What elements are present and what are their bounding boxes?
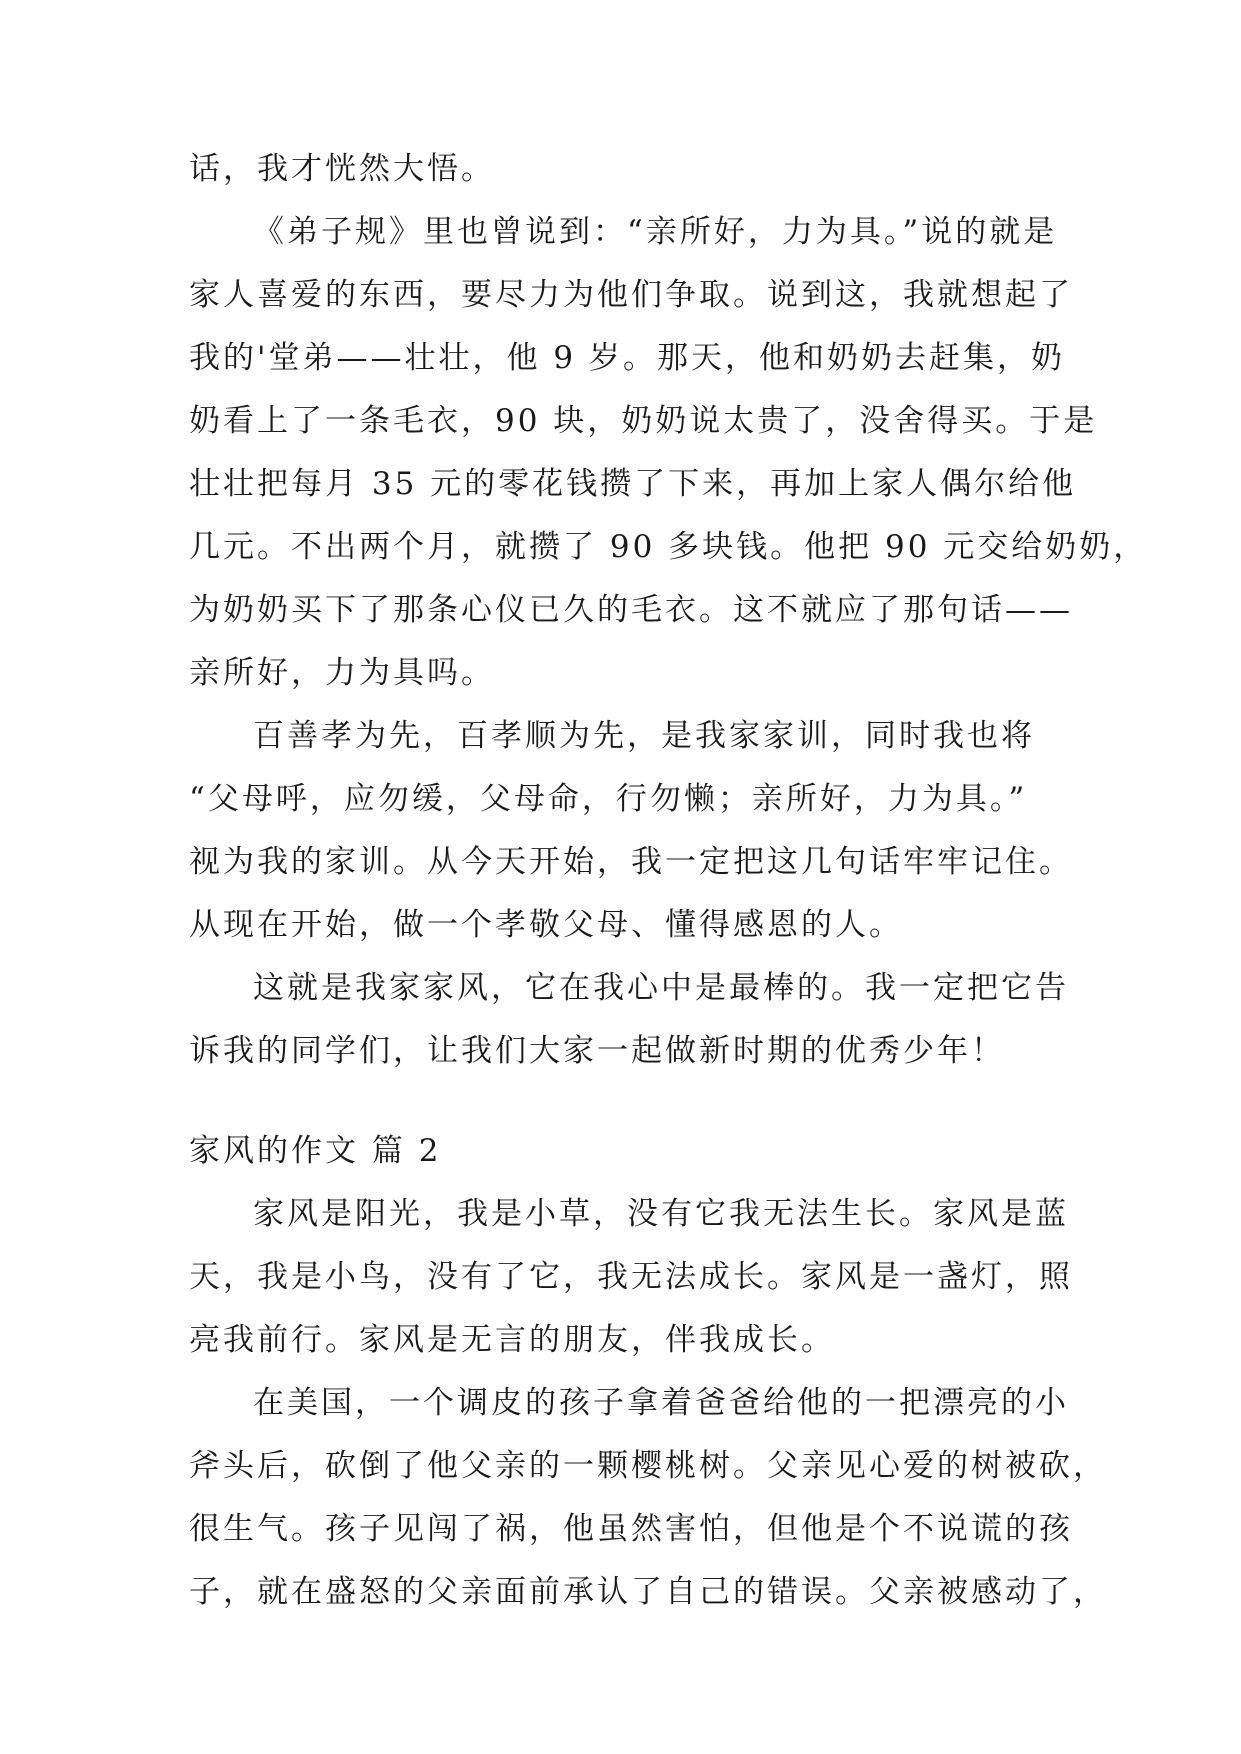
section-heading: 家风的作文 篇 2 <box>189 1133 442 1169</box>
paragraph-line: 亲所好，力为具吗。 <box>189 655 495 691</box>
paragraph-line: 家风是阳光，我是小草，没有它我无法生长。家风是蓝 <box>253 1196 1069 1232</box>
paragraph-line: 诉我的同学们，让我们大家一起做新时期的优秀少年！ <box>189 1033 1005 1069</box>
paragraph-line: 《弟子规》里也曾说到：“亲所好，力为具。”说的就是 <box>253 214 1058 250</box>
paragraph-line: 从现在开始，做一个孝敬父母、懂得感恩的人。 <box>189 907 903 943</box>
paragraph-line: 斧头后，砍倒了他父亲的一颗樱桃树。父亲见心爱的树被砍， <box>189 1448 1107 1484</box>
paragraph-line: 家人喜爱的东西，要尽力为他们争取。说到这，我就想起了 <box>189 277 1073 313</box>
paragraph-line: 在美国，一个调皮的孩子拿着爸爸给他的一把漂亮的小 <box>253 1385 1069 1421</box>
paragraph-line: 天，我是小鸟，没有了它，我无法成长。家风是一盏灯，照 <box>189 1259 1073 1295</box>
paragraph-line: 很生气。孩子见闯了祸，他虽然害怕，但他是个不说谎的孩 <box>189 1511 1073 1547</box>
paragraph-line: 亮我前行。家风是无言的朋友，伴我成长。 <box>189 1322 835 1358</box>
paragraph-line: 百善孝为先，百孝顺为先，是我家家训，同时我也将 <box>253 718 1035 754</box>
paragraph-line: 几元。不出两个月，就攒了 90 多块钱。他把 90 元交给奶奶， <box>189 529 1148 565</box>
paragraph-line: 视为我的家训。从今天开始，我一定把这几句话牢牢记住。 <box>189 844 1073 880</box>
paragraph-line: 这就是我家家风，它在我心中是最棒的。我一定把它告 <box>253 970 1069 1006</box>
paragraph-line: 我的'堂弟——壮壮，他 9 岁。那天，他和奶奶去赶集，奶 <box>189 340 1065 376</box>
paragraph-line: 为奶奶买下了那条心仪已久的毛衣。这不就应了那句话—— <box>189 592 1073 628</box>
paragraph-line: 奶看上了一条毛衣，90 块，奶奶说太贵了，没舍得买。于是 <box>189 403 1098 439</box>
paragraph-line: 子，就在盛怒的父亲面前承认了自己的错误。父亲被感动了， <box>189 1574 1107 1610</box>
paragraph-line: “父母呼，应勿缓，父母命，行勿懒；亲所好，力为具。” <box>189 781 1028 817</box>
paragraph-line: 壮壮把每月 35 元的零花钱攒了下来，再加上家人偶尔给他 <box>189 466 1077 502</box>
paragraph-line: 话，我才恍然大悟。 <box>189 151 495 187</box>
